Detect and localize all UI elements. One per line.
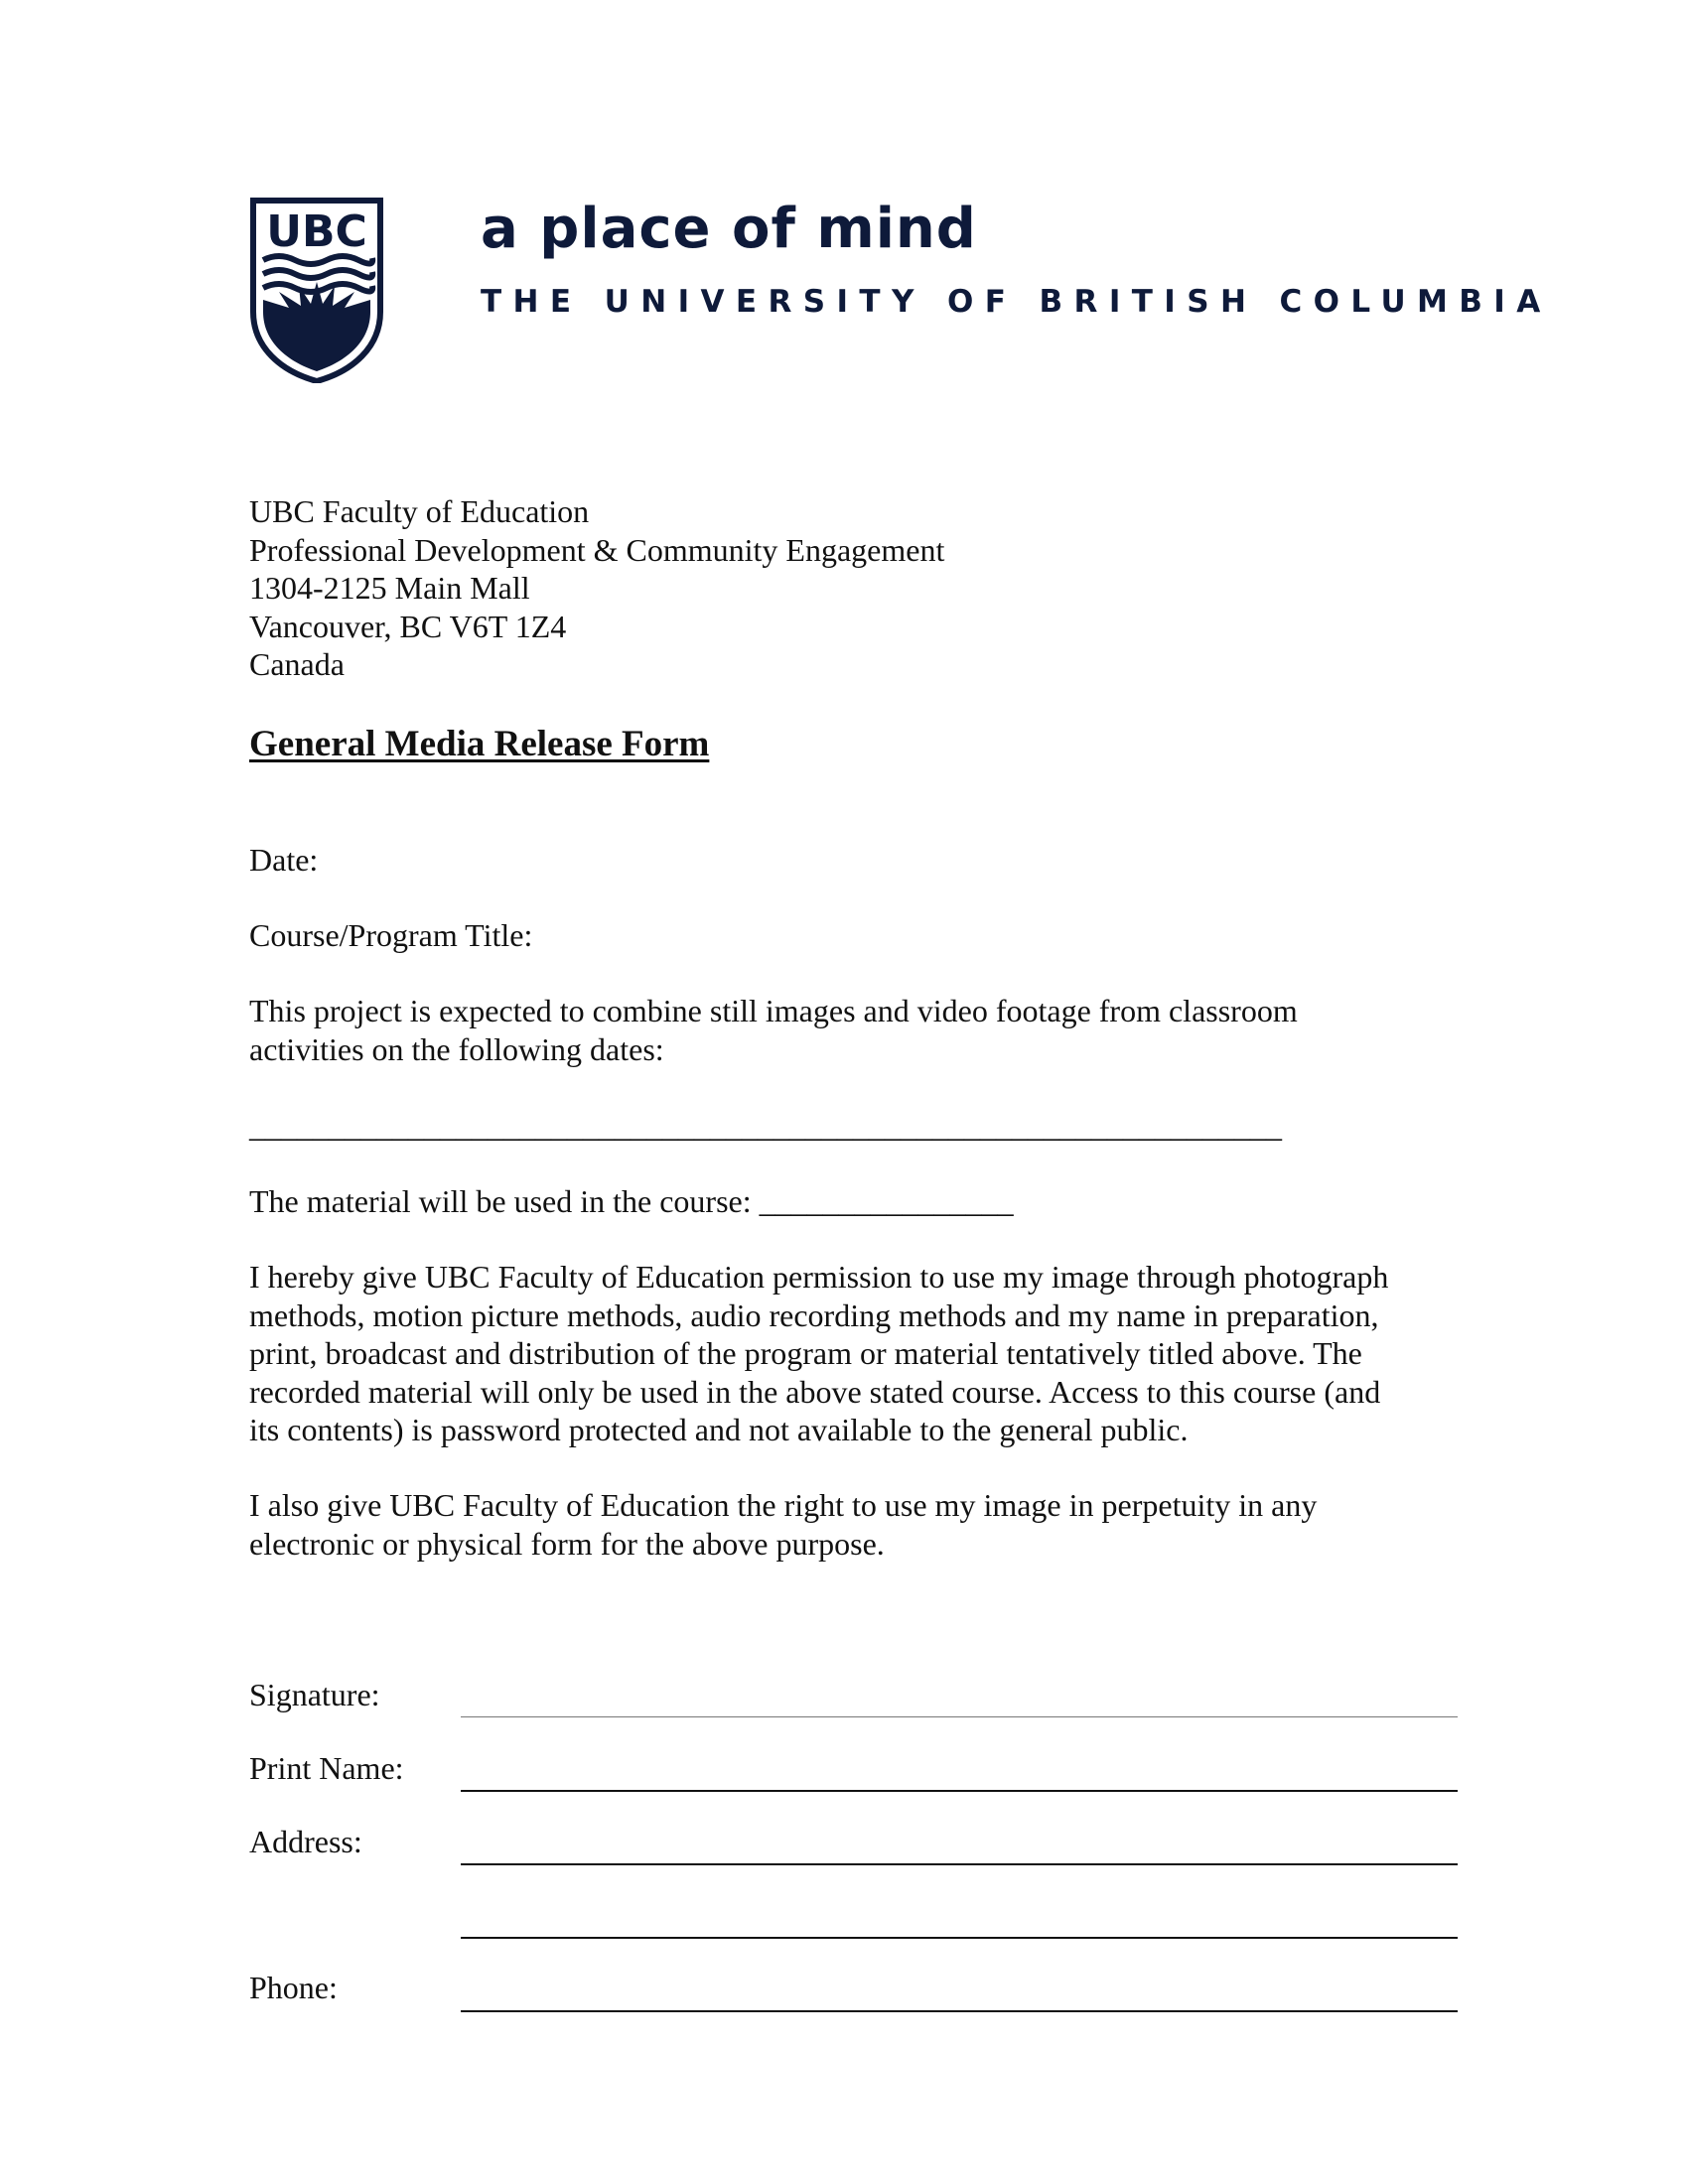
- paragraph-line: methods, motion picture methods, audio recording methods and my name in preparation,: [249, 1297, 1379, 1333]
- permission-paragraph: [249, 1258, 1388, 1449]
- faculty-address: [249, 492, 944, 684]
- address-field-line-2[interactable]: [461, 1937, 1458, 1939]
- date-label: Date:: [249, 842, 319, 878]
- paragraph-line: activities on the following dates:: [249, 1030, 664, 1067]
- paragraph-line: print, broadcast and distribution of the program or material tentatively titled above. The: [249, 1335, 1362, 1371]
- address-line: 1304-2125 Main Mall: [249, 570, 530, 606]
- address-label: Address:: [249, 1824, 362, 1859]
- perpetuity-paragraph: [249, 1486, 1317, 1563]
- ubc-wordmark: THE UNIVERSITY OF BRITISH COLUMBIA: [481, 284, 1552, 320]
- crest-text: UBC: [266, 206, 367, 257]
- print-name-field[interactable]: [461, 1790, 1458, 1792]
- signature-field[interactable]: [461, 1716, 1458, 1717]
- project-paragraph: [249, 992, 1298, 1068]
- paragraph-line: This project is expected to combine still images and video footage from classroom: [249, 993, 1298, 1028]
- ubc-tagline: a place of mind: [481, 197, 977, 261]
- phone-label: Phone:: [249, 1970, 338, 2005]
- paragraph-line: I also give UBC Faculty of Education the right to use my image in perpetuity in any: [249, 1487, 1318, 1523]
- address-line: Professional Development & Community Engagement: [249, 531, 945, 568]
- address-line: Canada: [249, 646, 345, 682]
- paragraph-line: its contents) is password protected and not available to the general public.: [249, 1412, 1189, 1447]
- paragraph-line: recorded material will only be used in the above stated course. Access to this course (and: [249, 1373, 1381, 1410]
- ubc-crest-logo: [249, 197, 384, 383]
- address-line: Vancouver, BC V6T 1Z4: [249, 608, 567, 644]
- address-line: UBC Faculty of Education: [249, 493, 590, 529]
- dates-blank-line[interactable]: _________________________________________________________________: [249, 1108, 1282, 1144]
- course-title-label: Course/Program Title:: [249, 917, 533, 953]
- course-usage-line: The material will be used in the course: ________________: [249, 1183, 1014, 1219]
- print-name-label: Print Name:: [249, 1750, 404, 1786]
- paragraph-line: electronic or physical form for the above purpose.: [249, 1525, 885, 1562]
- signature-label: Signature:: [249, 1677, 380, 1712]
- form-title: General Media Release Form: [249, 724, 710, 764]
- address-field-line-1[interactable]: [461, 1863, 1458, 1865]
- phone-field[interactable]: [461, 2010, 1458, 2012]
- paragraph-line: I hereby give UBC Faculty of Education permission to use my image through photograph: [249, 1259, 1389, 1295]
